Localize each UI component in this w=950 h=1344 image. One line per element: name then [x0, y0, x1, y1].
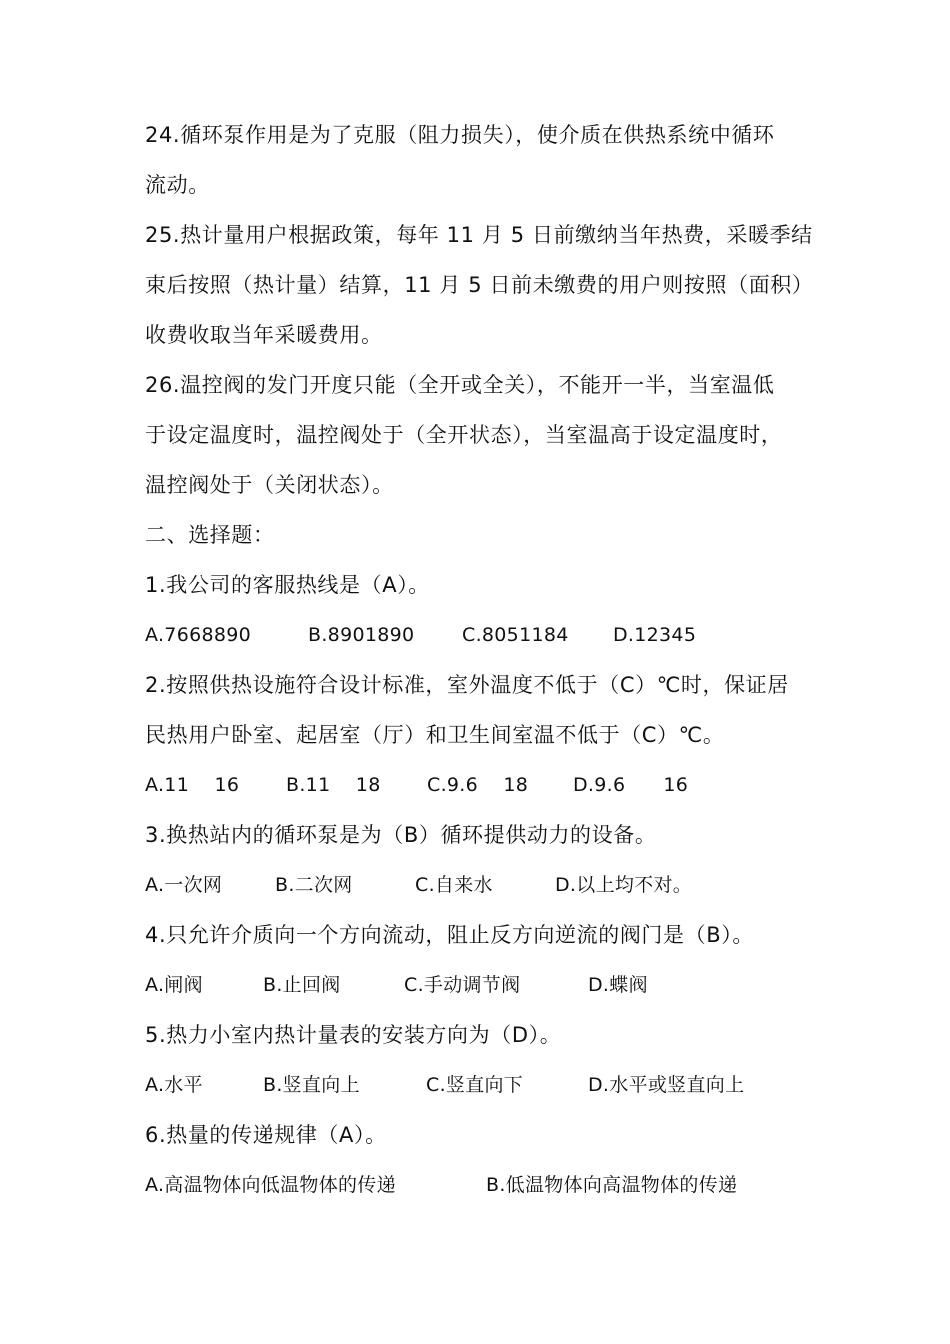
question-25-line-1: 25.热计量用户根据政策，每年 11 月 5 日前缴纳当年热费，采暖季结 — [145, 223, 813, 247]
mc-question-5: 5.热力小室内热计量表的安装方向为（D）。 — [145, 1023, 562, 1047]
option-a: A.7668890 — [145, 624, 252, 646]
mc-question-1: 1.我公司的客服热线是（A）。 — [145, 573, 430, 597]
option-c: C.9.6 18 — [427, 774, 529, 796]
option-b: B.竖直向上 — [263, 1074, 360, 1096]
question-24-line-2: 流动。 — [145, 173, 210, 197]
option-b: B.二次网 — [275, 874, 353, 896]
option-c: C.手动调节阀 — [404, 974, 521, 996]
option-a: A.水平 — [145, 1074, 203, 1096]
option-c: C.8051184 — [462, 624, 569, 646]
question-26-line-1: 26.温控阀的发门开度只能（全开或全关），不能开一半，当室温低 — [145, 373, 775, 397]
option-d: D.9.6 16 — [573, 774, 689, 796]
mc-question-2-line-1: 2.按照供热设施符合设计标准，室外温度不低于（C）℃时，保证居 — [145, 673, 789, 697]
option-d: D.以上均不对。 — [555, 874, 693, 896]
option-d: D.蝶阀 — [588, 974, 648, 996]
question-24-line-1: 24.循环泵作用是为了克服（阻力损失），使介质在供热系统中循环 — [145, 123, 775, 147]
mc-question-6: 6.热量的传递规律（A）。 — [145, 1123, 387, 1147]
question-26-line-3: 温控阀处于（关闭状态）。 — [145, 473, 394, 497]
section-heading: 二、选择题： — [145, 523, 275, 547]
option-a: A.高温物体向低温物体的传递 — [145, 1174, 396, 1196]
option-d: D.水平或竖直向上 — [588, 1074, 745, 1096]
option-b: B.8901890 — [308, 624, 415, 646]
mc-question-4: 4.只允许介质向一个方向流动，阻止反方向逆流的阀门是（B）。 — [145, 923, 754, 947]
option-b: B.11 18 — [286, 774, 381, 796]
option-d: D.12345 — [613, 624, 697, 646]
mc-question-3: 3.换热站内的循环泵是为（B）循环提供动力的设备。 — [145, 823, 657, 847]
option-a: A.闸阀 — [145, 974, 203, 996]
mc-question-2-line-2: 民热用户卧室、起居室（厅）和卫生间室温不低于（C）℃。 — [145, 723, 725, 747]
option-c: C.竖直向下 — [426, 1074, 524, 1096]
option-c: C.自来水 — [415, 874, 493, 896]
option-b: B.低温物体向高温物体的传递 — [486, 1174, 738, 1196]
option-a: A.一次网 — [145, 874, 223, 896]
question-26-line-2: 于设定温度时，温控阀处于（全开状态），当室温高于设定温度时， — [145, 423, 783, 447]
question-25-line-2: 束后按照（热计量）结算，11 月 5 日前未缴费的用户则按照（面积） — [145, 273, 814, 297]
option-a: A.11 16 — [145, 774, 240, 796]
option-b: B.止回阀 — [263, 974, 341, 996]
question-25-line-3: 收费收取当年采暖费用。 — [145, 323, 383, 347]
